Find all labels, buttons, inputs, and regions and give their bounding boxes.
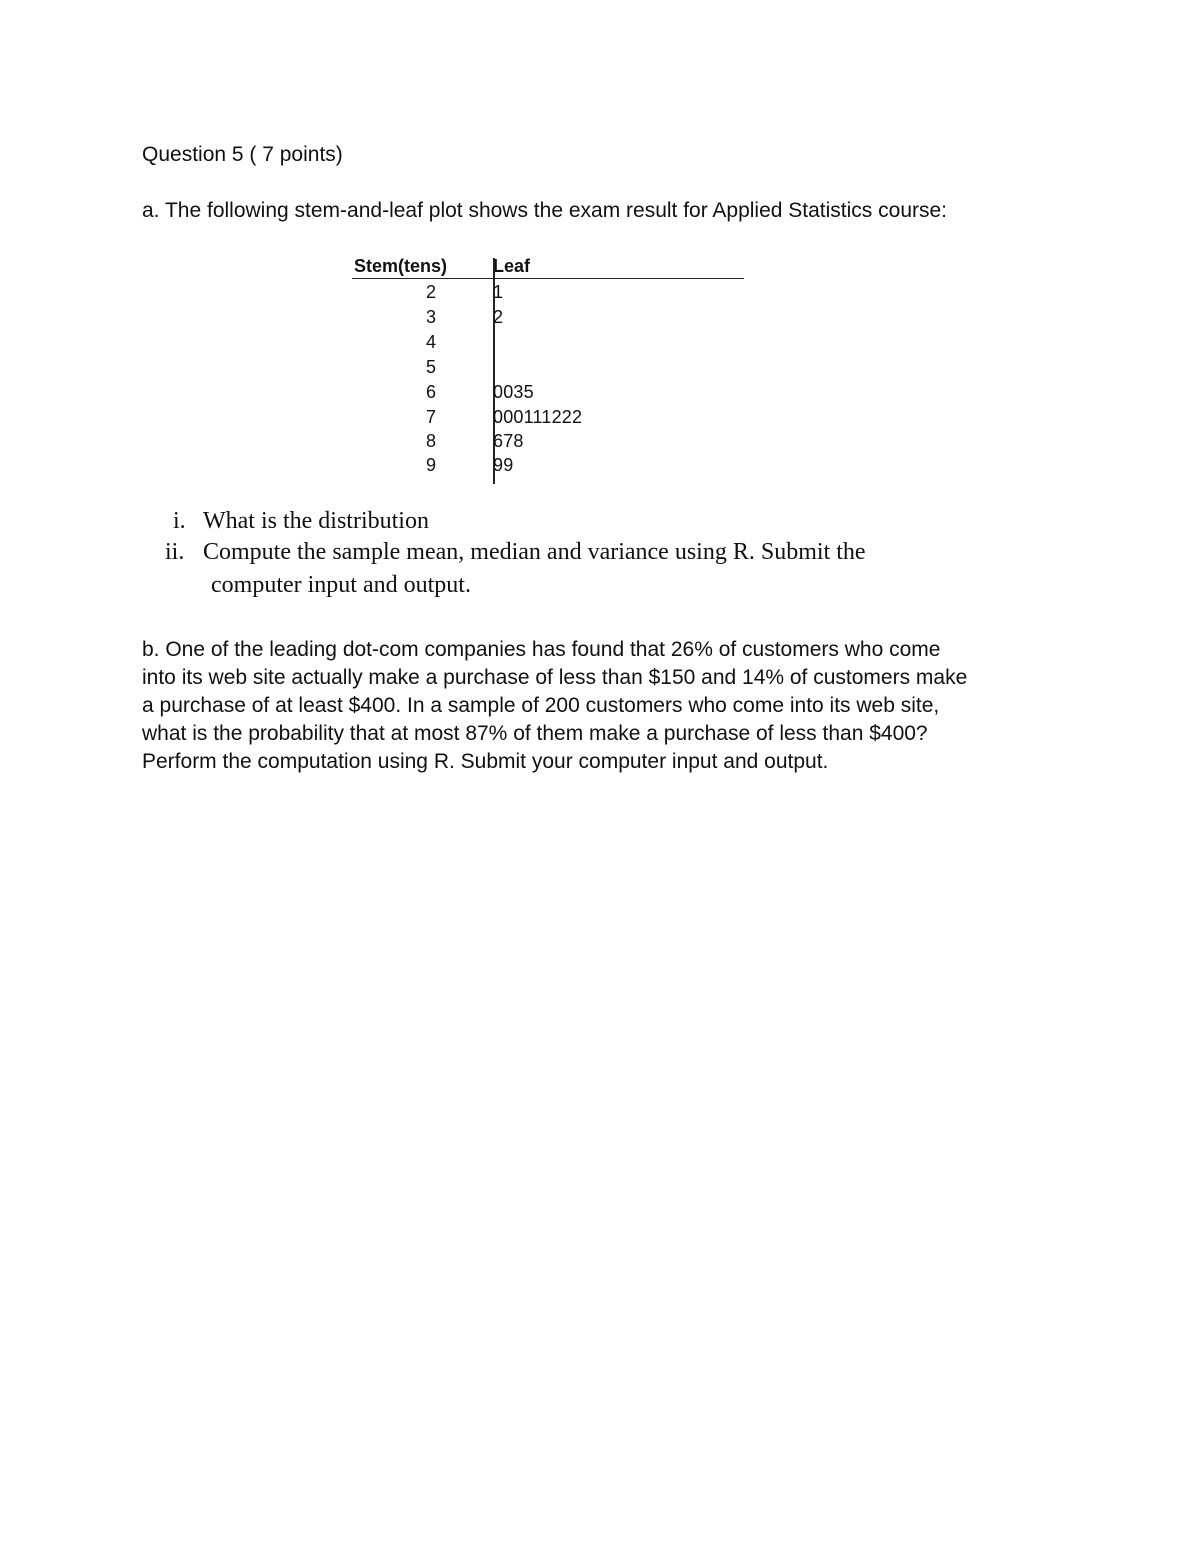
sub-question-number: i. — [173, 508, 186, 534]
leaf-value: 99 — [493, 455, 514, 475]
paragraph-line: a purchase of at least $400. In a sample of 200 customers who come into its web site, — [142, 694, 940, 717]
stem-column-header: Stem(tens) — [354, 256, 448, 276]
leaf-value: 000111222 — [493, 407, 583, 427]
sub-question-text-continuation: computer input and output. — [211, 572, 471, 598]
header-divider — [352, 278, 744, 279]
stem-value: 5 — [425, 357, 436, 377]
sub-question-number: ii. — [165, 539, 185, 565]
part-b-paragraph — [142, 636, 1072, 776]
stem-value: 4 — [425, 332, 436, 352]
leaf-value: 0035 — [493, 382, 534, 402]
stem-value: 2 — [425, 282, 436, 302]
paragraph-line: what is the probability that at most 87% of them make a purchase of less than $400? — [142, 722, 928, 745]
stem-value: 6 — [425, 382, 436, 402]
part-a-intro: a. The following stem-and-leaf plot shows the exam result for Applied Statistics course: — [142, 199, 948, 222]
stem-and-leaf-table — [352, 252, 744, 484]
leaf-value: 678 — [493, 431, 524, 451]
paragraph-line: Perform the computation using R. Submit your computer input and output. — [142, 750, 829, 773]
stem-value: 7 — [425, 407, 436, 427]
stem-value: 8 — [425, 431, 436, 451]
leaf-value: 1 — [493, 282, 504, 302]
paragraph-line: b. One of the leading dot-com companies has found that 26% of customers who come — [142, 638, 941, 661]
question-heading: Question 5 ( 7 points) — [142, 143, 343, 166]
leaf-value: 2 — [493, 307, 504, 327]
paragraph-line: into its web site actually make a purchase of less than $150 and 14% of customers make — [142, 666, 968, 689]
sub-question-text: What is the distribution — [203, 508, 429, 534]
leaf-column-header: Leaf — [493, 256, 531, 276]
stem-value: 3 — [425, 307, 436, 327]
stem-value: 9 — [425, 455, 436, 475]
sub-question-text: Compute the sample mean, median and variance using R. Submit the — [203, 539, 866, 565]
